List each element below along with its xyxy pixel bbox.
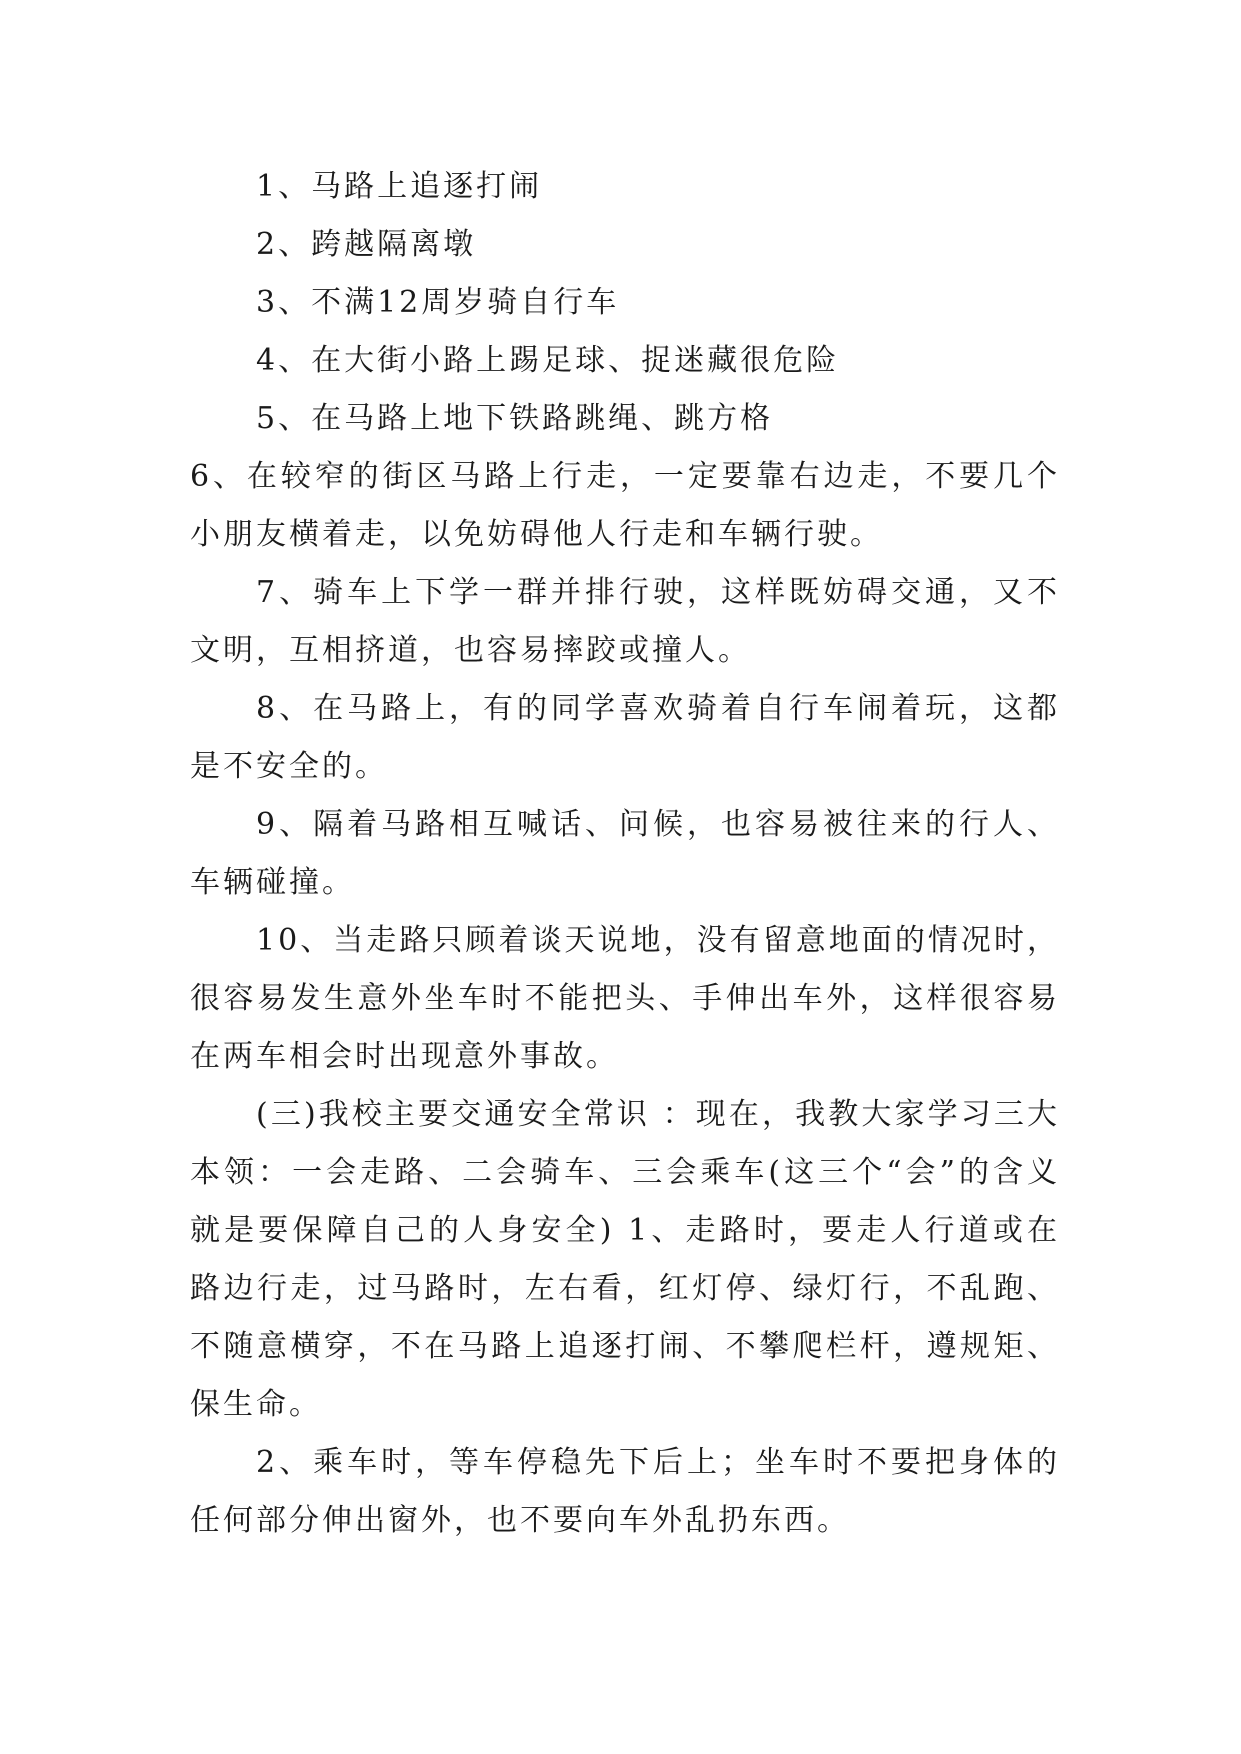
paragraph-8: 8、在马路上，有的同学喜欢骑着自行车闹着玩，这都是不安全的。 [190,691,1060,784]
paragraph-riding-safety: 2、乘车时，等车停稳先下后上；坐车时不要把身体的任何部分伸出窗外，也不要向车外乱扔东西。 [190,1445,1060,1538]
paragraph-7: 7、骑车上下学一群并排行驶，这样既妨碍交通，又不文明，互相挤道，也容易摔跤或撞人。 [190,575,1060,668]
paragraph-section-3: (三)我校主要交通安全常识 ：现在，我教大家学习三大本领：一会走路、二会骑车、三会乘车(这三个“会”的含义就是要保障自己的人身安全) 1、走路时，要走人行道或在路边行走，过马路时，左右看，红灯停、绿灯行，不乱跑、不随意横穿，不在马路上追逐打闹、不攀爬栏杆，遵规矩、保生命。 [190,1097,1060,1422]
paragraph-6: 6、在较窄的街区马路上行走，一定要靠右边走，不要几个小朋友横着走，以免妨碍他人行走和车辆行驶。 [190,459,1060,552]
paragraph-9: 9、隔着马路相互喊话、问候，也容易被往来的行人、车辆碰撞。 [190,807,1060,900]
document-body [190,158,1060,1550]
paragraph-1: 1、马路上追逐打闹 [256,169,543,204]
paragraph-4: 4、在大街小路上踢足球、捉迷藏很危险 [256,343,840,378]
paragraph-2: 2、跨越隔离墩 [256,227,477,262]
paragraph-3: 3、不满12周岁骑自行车 [256,285,620,320]
paragraph-10: 10、当走路只顾着谈天说地，没有留意地面的情况时，很容易发生意外坐车时不能把头、手伸出车外，这样很容易在两车相会时出现意外事故。 [190,923,1060,1074]
paragraph-5: 5、在马路上地下铁路跳绳、跳方格 [256,401,774,436]
